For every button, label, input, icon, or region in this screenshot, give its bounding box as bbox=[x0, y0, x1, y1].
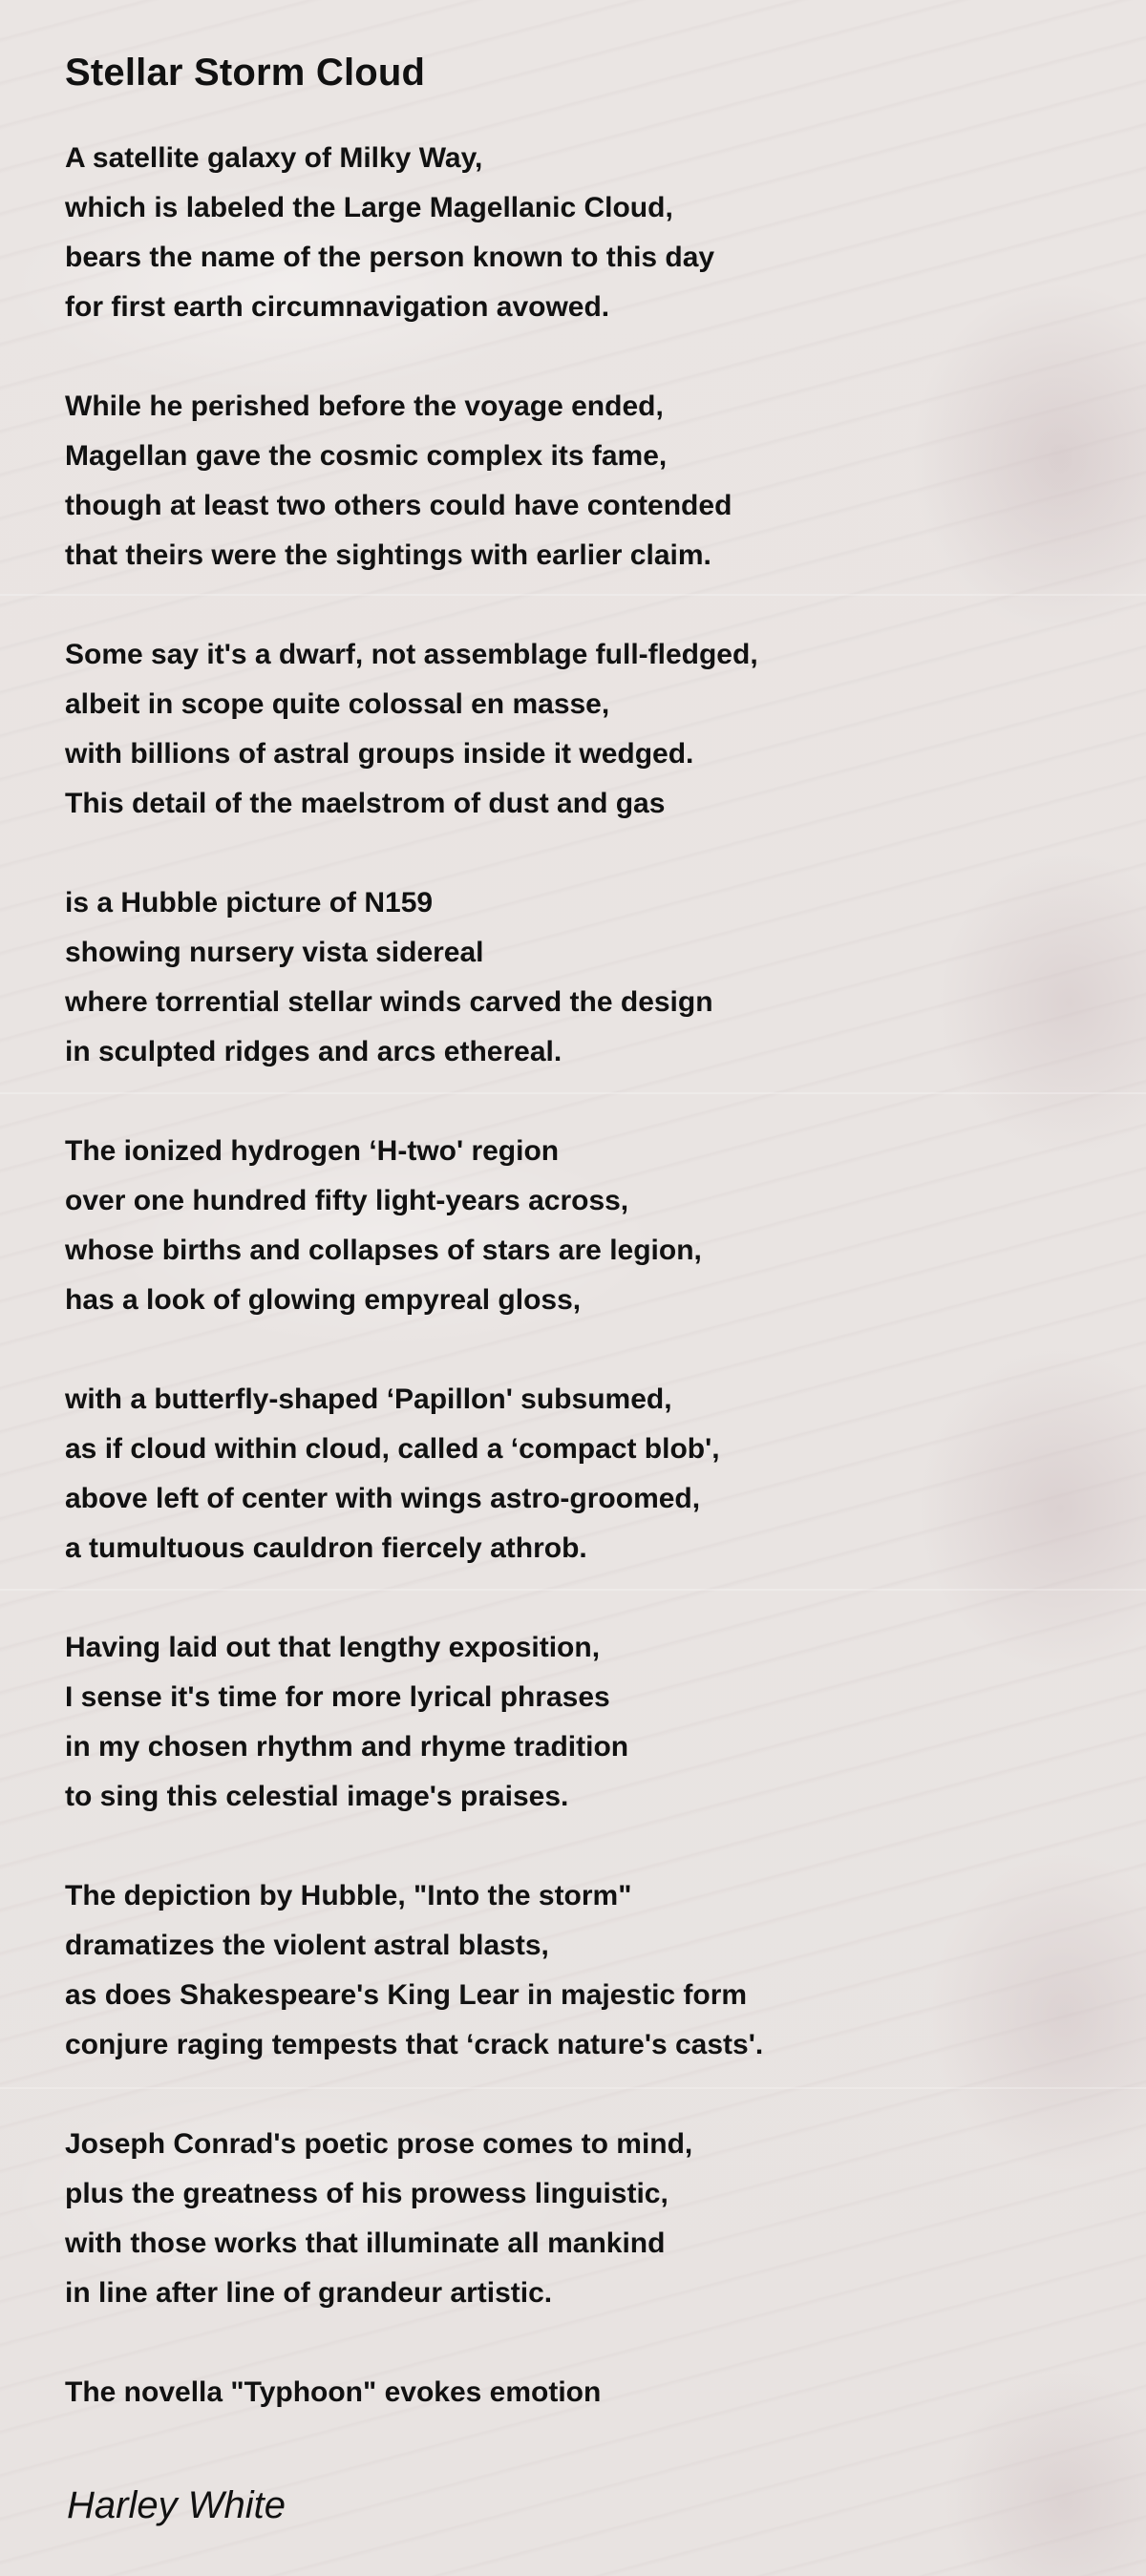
poem-line: in line after line of grandeur artistic. bbox=[65, 2277, 553, 2309]
poem-line: dramatizes the violent astral blasts, bbox=[65, 1930, 549, 1961]
poem-line: as if cloud within cloud, called a ‘compact blob', bbox=[65, 1433, 720, 1465]
poem-author: Harley White bbox=[67, 2484, 286, 2526]
poem-line: though at least two others could have contended bbox=[65, 490, 732, 521]
stanza-1 bbox=[65, 134, 1096, 332]
poem-body bbox=[65, 134, 1096, 2418]
poem-line: Having laid out that lengthy exposition, bbox=[65, 1632, 601, 1663]
poem-line: This detail of the maelstrom of dust and gas bbox=[65, 788, 666, 819]
poem-line: as does Shakespeare's King Lear in majestic form bbox=[65, 1979, 748, 2011]
poem-line: Magellan gave the cosmic complex its fame, bbox=[65, 440, 668, 472]
stanza-7 bbox=[65, 1623, 1096, 1822]
poem-line: which is labeled the Large Magellanic Cloud, bbox=[65, 192, 673, 223]
poem-line: in my chosen rhythm and rhyme tradition bbox=[65, 1731, 629, 1763]
poem-line: above left of center with wings astro-groomed, bbox=[65, 1483, 701, 1514]
poem-line: A satellite galaxy of Milky Way, bbox=[65, 142, 483, 174]
stanza-6 bbox=[65, 1375, 1096, 1573]
poem-line: with a butterfly-shaped ‘Papillon' subsumed, bbox=[65, 1383, 672, 1415]
poem-line: has a look of glowing empyreal gloss, bbox=[65, 1284, 582, 1316]
poem-line: plus the greatness of his prowess linguistic, bbox=[65, 2178, 668, 2209]
poem-line: where torrential stellar winds carved the design bbox=[65, 986, 713, 1018]
poem-line: for first earth circumnavigation avowed. bbox=[65, 291, 610, 323]
poem-line: While he perished before the voyage ended, bbox=[65, 391, 664, 422]
poem-line: with billions of astral groups inside it wedged. bbox=[65, 738, 694, 770]
stanza-4 bbox=[65, 878, 1096, 1077]
poem-line: to sing this celestial image's praises. bbox=[65, 1781, 569, 1812]
stanza-3 bbox=[65, 630, 1096, 829]
poem-line: Some say it's a dwarf, not assemblage full-fledged, bbox=[65, 639, 758, 670]
poem-line: a tumultuous cauldron fiercely athrob. bbox=[65, 1532, 587, 1564]
stanza-8 bbox=[65, 1871, 1096, 2070]
poem-container bbox=[65, 50, 1096, 2467]
poem-line: The depiction by Hubble, "Into the storm" bbox=[65, 1880, 632, 1911]
poem-line: showing nursery vista sidereal bbox=[65, 937, 484, 968]
poem-line: bears the name of the person known to this day bbox=[65, 242, 715, 273]
poem-line: conjure raging tempests that ‘crack nature's casts'. bbox=[65, 2029, 764, 2060]
poem-line: The novella "Typhoon" evokes emotion bbox=[65, 2376, 602, 2408]
poem-title: Stellar Storm Cloud bbox=[65, 52, 426, 94]
stanza-9 bbox=[65, 2120, 1096, 2318]
stanza-2 bbox=[65, 382, 1096, 581]
stanza-5 bbox=[65, 1127, 1096, 1325]
poem-line: with those works that illuminate all mankind bbox=[65, 2228, 666, 2259]
poem-line: Joseph Conrad's poetic prose comes to mind, bbox=[65, 2128, 693, 2160]
poem-line: that theirs were the sightings with earlier claim. bbox=[65, 539, 711, 571]
poem-line: albeit in scope quite colossal en masse, bbox=[65, 688, 610, 720]
poem-line: is a Hubble picture of N159 bbox=[65, 887, 434, 918]
poem-line: over one hundred fifty light-years across, bbox=[65, 1185, 629, 1216]
poem-line: in sculpted ridges and arcs ethereal. bbox=[65, 1036, 562, 1067]
poem-line: The ionized hydrogen ‘H-two' region bbox=[65, 1135, 560, 1167]
poem-line: I sense it's time for more lyrical phrases bbox=[65, 1681, 610, 1713]
stanza-10 bbox=[65, 2368, 1096, 2418]
poem-line: whose births and collapses of stars are legion, bbox=[65, 1235, 702, 1266]
